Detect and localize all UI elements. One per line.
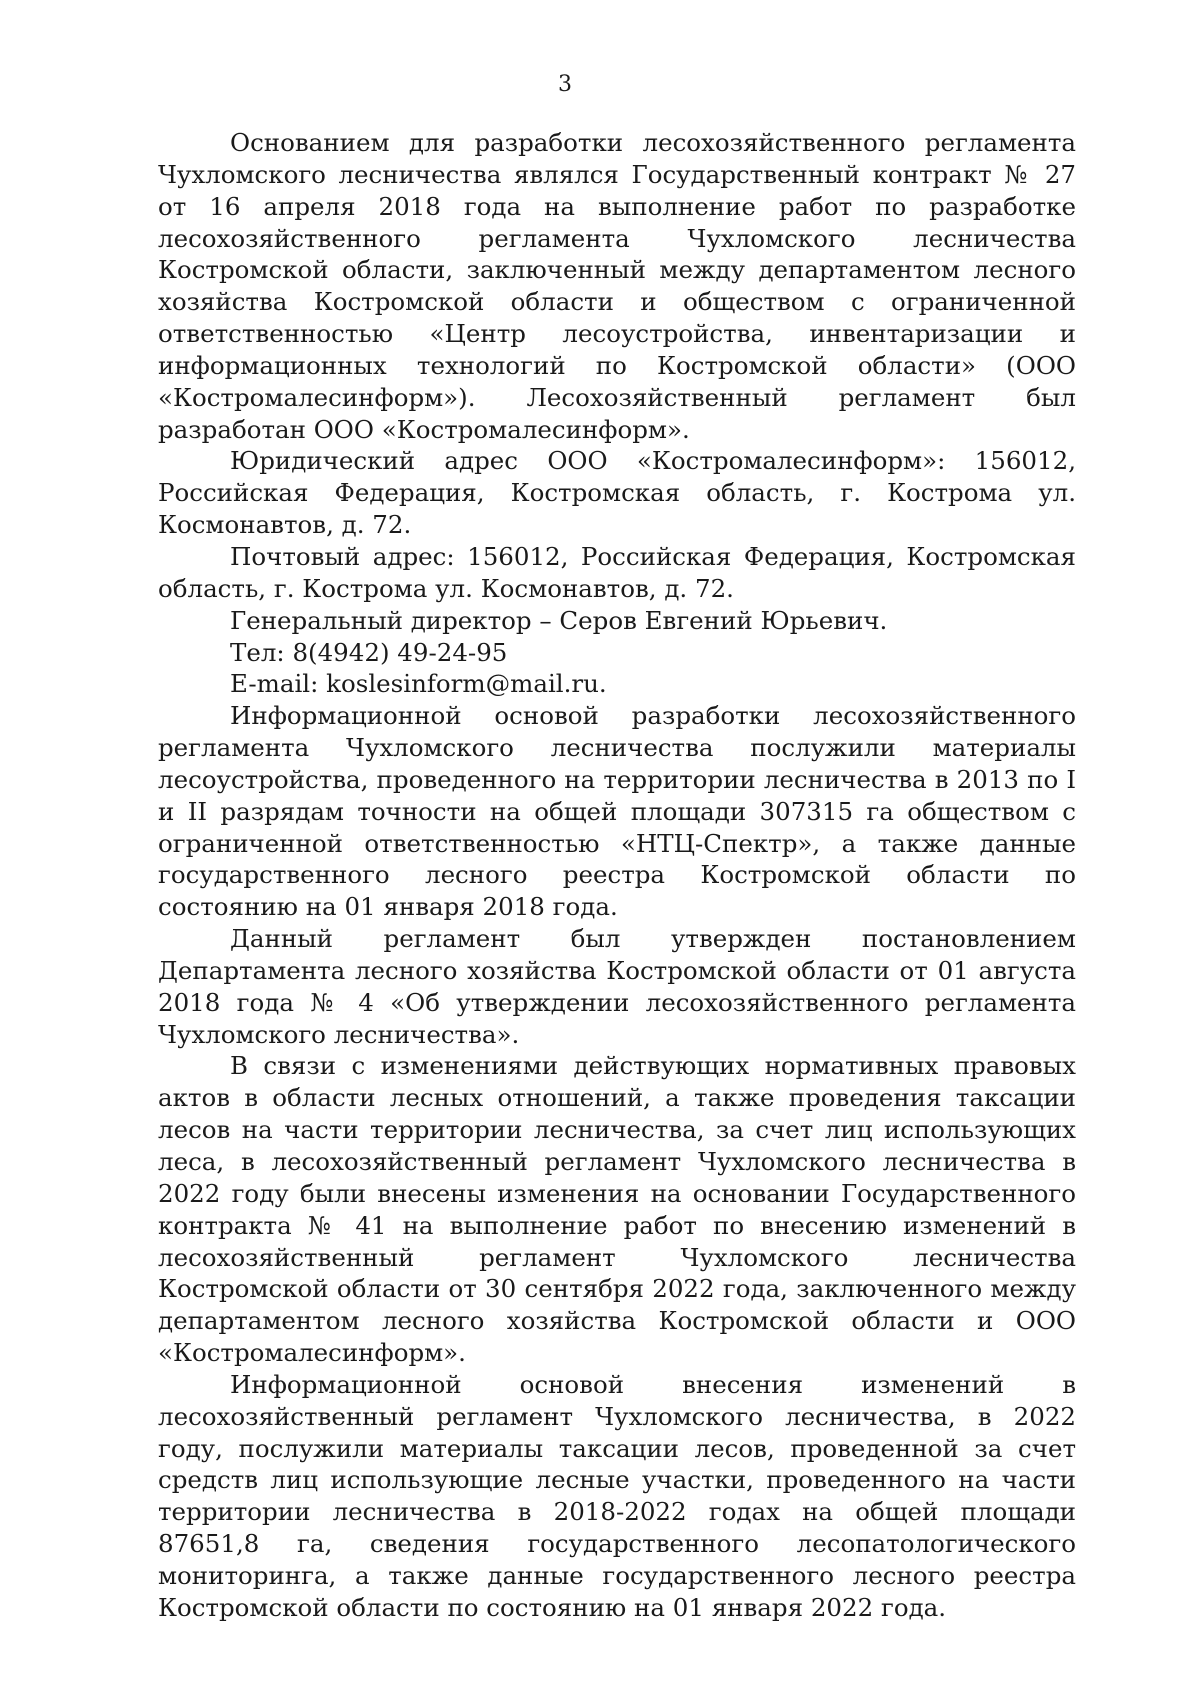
page-number: 3 — [558, 72, 572, 97]
paragraph-postal-address: Почтовый адрес: 156012, Российская Федерация, Костромская область, г. Кострома ул. Космонавтов, д. 72. — [158, 541, 1076, 603]
paragraph-basis-contract: Основанием для разработки лесохозяйственного регламента Чухломского лесничества являлся Государственный контракт № 27 от 16 апреля 2018 года на выполнение работ по разработке лесохозяйственного регламента Чухломского лесничества Костромской области, заключенный между департаментом лесного хозяйства Костромской области и обществом с ограниченной ответственностью «Центр лесоустройства, инвентаризации и информационных технологий по Костромской области» (ООО «Костромалесинформ»). Лесохозяйственный регламент был разработан ООО «Костромалесинформ». — [158, 128, 1076, 444]
paragraph-amendment-basis: Информационной основой внесения изменений в лесохозяйственный регламент Чухломского лесничества, в 2022 году, послужили материалы таксации лесов, проведенной за счет средств лиц использующие лесные участки, проведенного на части территории лесничества в 2018-2022 годах на общей площади 87651,8 га, сведения государственного лесопатологического мониторинга, а также данные государственного лесного реестра Костромской области по состоянию на 01 января 2022 года. — [158, 1369, 1076, 1622]
paragraph-approval: Данный регламент был утвержден постановлением Департамента лесного хозяйства Костромской области от 01 августа 2018 года № 4 «Об утверждении лесохозяйственного регламента Чухломского лесничества». — [158, 924, 1076, 1049]
paragraph-information-basis: Информационной основой разработки лесохозяйственного регламента Чухломского лесничества послужили материалы лесоустройства, проведенного на территории лесничества в 2013 по I и II разрядам точности на общей площади 307315 га обществом с ограниченной ответственностью «НТЦ-Спектр», а также данные государственного лесного реестра Костромской области по состоянию на 01 января 2018 года. — [158, 701, 1076, 922]
paragraph-phone: Тел: 8(4942) 49-24-95 — [230, 637, 508, 667]
paragraph-amendments: В связи с изменениями действующих нормативных правовых актов в области лесных отношений, а также проведения таксации лесов на части территории лесничества, за счет лиц использующих леса, в лесохозяйственный регламент Чухломского лесничества в 2022 году были внесены изменения на основании Государственного контракта № 41 на выполнение работ по внесению изменений в лесохозяйственный регламент Чухломского лесничества Костромской области от 30 сентября 2022 года, заключенного между департаментом лесного хозяйства Костромской области и ООО «Костромалесинформ». — [158, 1051, 1076, 1368]
paragraph-legal-address: Юридический адрес ООО «Костромалесинформ»: 156012, Российская Федерация, Костромская область, г. Кострома ул. Космонавтов, д. 72. — [158, 446, 1076, 540]
paragraph-director: Генеральный директор – Серов Евгений Юрьевич. — [230, 605, 888, 635]
paragraph-email: E-mail: koslesinform@mail.ru. — [230, 669, 607, 699]
document-body — [158, 127, 1076, 1624]
